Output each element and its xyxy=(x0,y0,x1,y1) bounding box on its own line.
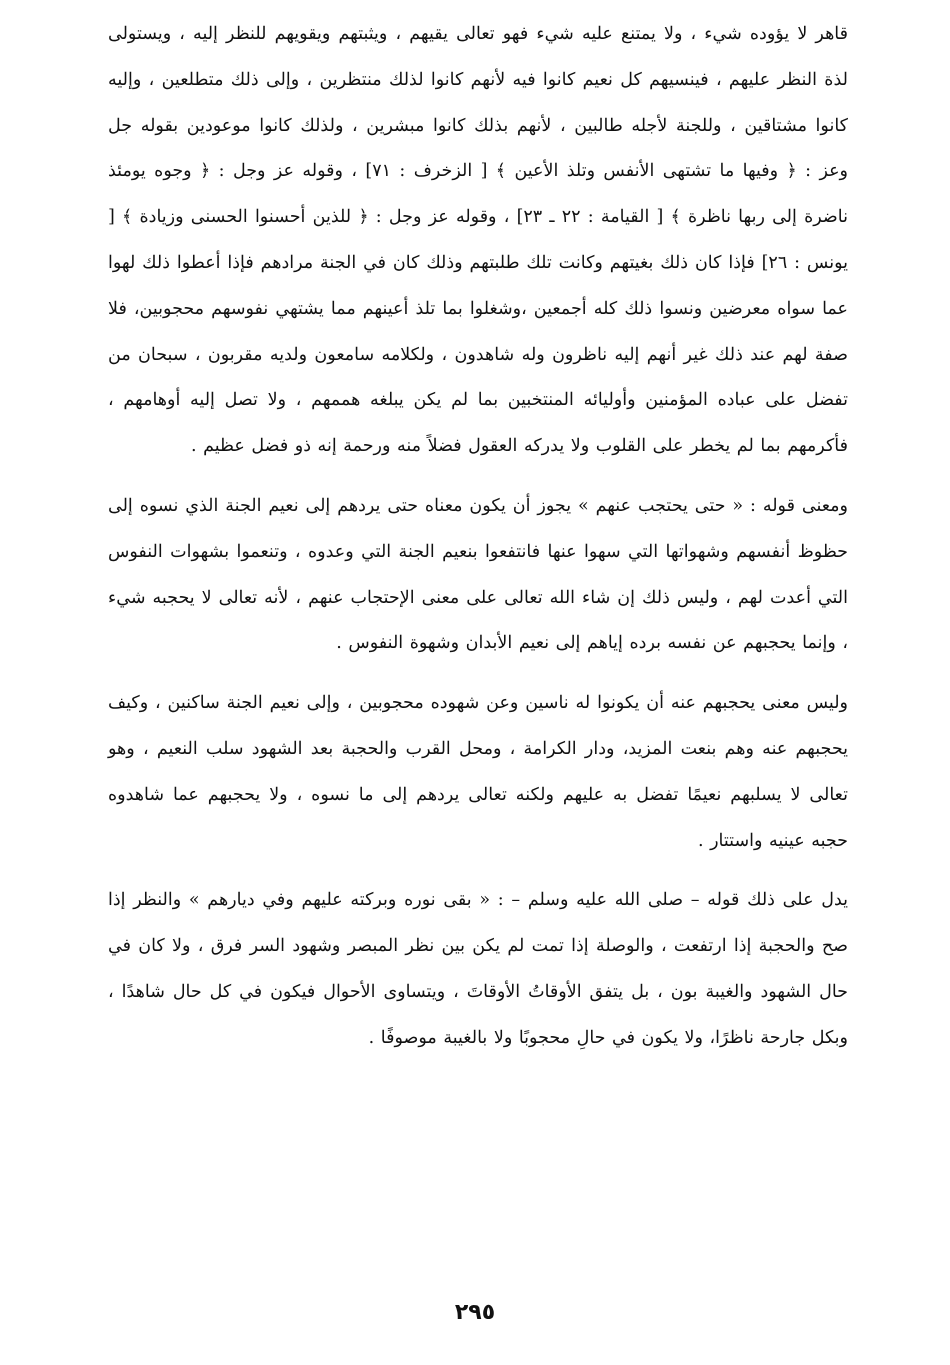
paragraph-4: يدل على ذلك قوله – صلى الله عليه وسلم – : « بقى نوره وبركته عليهم وفي ديارهم » والنظر إذا صح والحجبة إذا ارتفعت ، والوصلة إذا تمت لم يكن بين نظر المبصر وشهود السر فرق ، ولا كان في حال الشهود والغيبة بون ، بل يتفق الأوقاتُ الأوقاتَ ، ويتساوى الأحوال فيكون في كل حال شاهدًا ، وبكل جارحة ناظرًا، ولا يكون في حالِ محجوبًا ولا بالغيبة موصوفًا . xyxy=(108,890,848,1048)
paragraph-1: قاهر لا يؤوده شيء ، ولا يمتنع عليه شيء فهو تعالى يقيهم ، ويثبتهم ويقويهم للنظر إليه ، ويستولى لذة النظر عليهم ، فينسيهم كل نعيم كانوا فيه لأنهم كانوا لذلك منتظرين ، وإلى ذلك متطلعين ، وإليه كانوا مشتاقين ، وللجنة لأجله طالبين ، لأنهم بذلك كانوا مبشرين ، ولذلك كانوا موعودين بقوله جل وعز : ﴿ وفيها ما تشتهى الأنفس وتلذ الأعين ﴾ [ الزخرف : ٧١] ، وقوله عز وجل : ﴿ وجوه يومئذ ناضرة إلى ربها ناظرة ﴾ [ القيامة : ٢٢ ـ ٢٣] ، وقوله عز وجل : ﴿ للذين أحسنوا الحسنى وزيادة ﴾ [ يونس : ٢٦] فإذا كان ذلك بغيتهم وكانت تلك طلبتهم وذلك كان في الجنة مرادهم فإذا أعطوا ذلك لهوا عما سواه معرضين ونسوا ذلك كله أجمعين ،وشغلوا بما تلذ أعينهم مما يشتهي نفوسهم محجوبين، فلا صفة لهم عند ذلك غير أنهم إليه ناظرون وله شاهدون ، ولكلامه سامعون ولديه مقربون ، سبحان من تفضل على عباده المؤمنين وأوليائه المنتخبين بما لم يكن يبلغه هممهم ، ولا تصل إليه أوهامهم ، فأكرمهم بما لم يخطر على القلوب ولا يدركه العقول فضلاً منه ورحمة إنه ذو فضل عظيم . xyxy=(108,24,848,457)
page-number: ٢٩٥ xyxy=(454,1300,496,1325)
paragraph-3: وليس معنى يحجبهم عنه أن يكونوا له ناسين وعن شهوده محجوبين ، وإلى نعيم الجنة ساكنين ، وكيف يحجبهم عنه وهم بنعت المزيد، ودار الكرامة ، ومحل القرب والحجبة بعد الشهود سلب النعيم ، وهو تعالى لا يسلبهم نعيمًا تفضل به عليهم ولكنه تعالى يردهم إلى ما نسوه ، ولا يحجبهم عما شاهدوه حجبه عينيه واستتار . xyxy=(108,693,848,851)
page-body xyxy=(108,12,848,1062)
paragraph-2: ومعنى قوله : « حتى يحتجب عنهم » يجوز أن يكون معناه حتى يردهم إلى نعيم الجنة الذي نسوه إلى حظوظ أنفسهم وشهواتها التي سهوا عنها فانتفعوا بنعيم الجنة التي وعدوه ، وتنعموا بشهوات النفوس التي أعدت لهم ، وليس ذلك إن شاء الله تعالى على معنى الإحتجاب عنهم ، لأنه تعالى لا يحجبه شيء ، وإنما يحجبهم عن نفسه برده إياهم إلى نعيم الأبدان وشهوة النفوس . xyxy=(108,495,848,654)
